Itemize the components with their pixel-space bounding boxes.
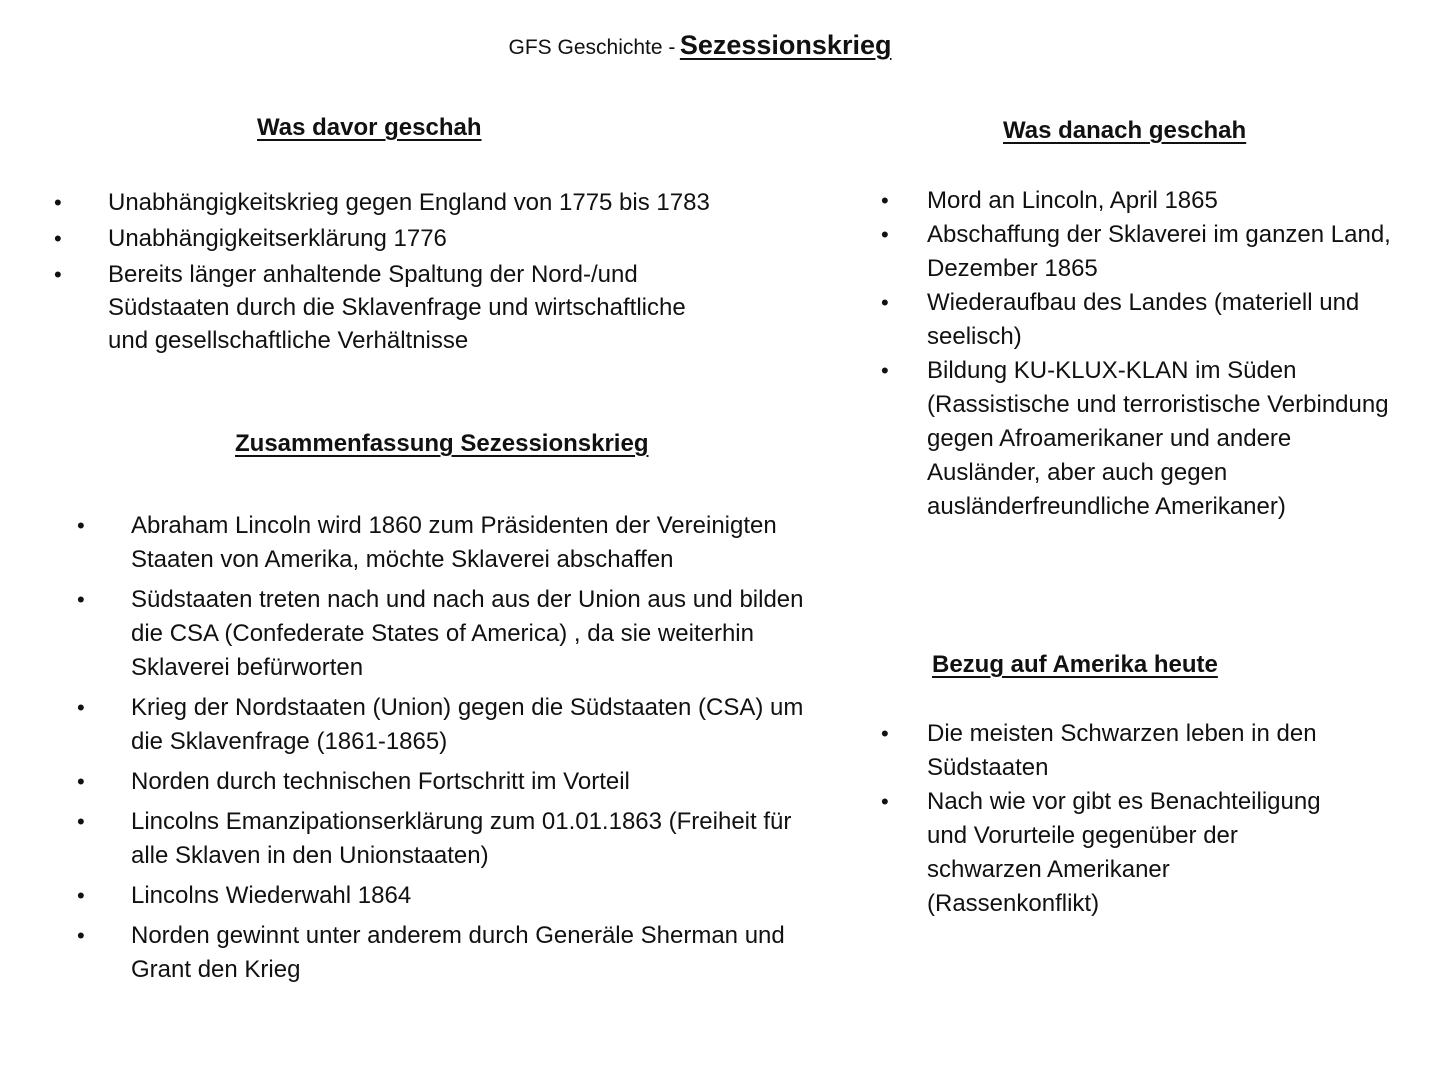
list-today bbox=[927, 717, 1327, 921]
list-item: • Lincolns Emanzipationserklärung zum 01.01.1863 (Freiheit für alle Sklaven in den Unionstaaten) bbox=[131, 805, 831, 873]
list-item: • Bereits länger anhaltende Spaltung der Nord-/und Südstaaten durch die Sklavenfrage und wirtschaftliche und gesellschaftliche Verhältnisse bbox=[108, 258, 728, 357]
list-summary bbox=[131, 509, 831, 993]
list-item: • Abraham Lincoln wird 1860 zum Präsidenten der Vereinigten Staaten von Amerika, möchte Sklaverei abschaffen bbox=[131, 509, 831, 577]
list-item: • Unabhängigkeitskrieg gegen England von 1775 bis 1783 bbox=[108, 186, 728, 219]
title-main: Sezessionskrieg bbox=[679, 30, 892, 60]
list-item: • Lincolns Wiederwahl 1864 bbox=[131, 879, 831, 913]
list-item: • Norden durch technischen Fortschritt im Vorteil bbox=[131, 765, 831, 799]
list-item: • Die meisten Schwarzen leben in den Südstaaten bbox=[927, 717, 1327, 785]
list-item: • Wiederaufbau des Landes (materiell und seelisch) bbox=[927, 286, 1407, 354]
heading-today: Bezug auf Amerika heute bbox=[932, 651, 1218, 678]
heading-summary: Zusammenfassung Sezessionskrieg bbox=[235, 430, 649, 457]
list-after bbox=[927, 184, 1407, 524]
title-prefix: GFS Geschichte - bbox=[508, 36, 676, 59]
list-item: • Norden gewinnt unter anderem durch Generäle Sherman und Grant den Krieg bbox=[131, 919, 831, 987]
list-item: • Mord an Lincoln, April 1865 bbox=[927, 184, 1407, 218]
list-before bbox=[108, 186, 728, 360]
list-item: • Nach wie vor gibt es Benachteiligung und Vorurteile gegenüber der schwarzen Amerikaner (Rassenkonflikt) bbox=[927, 785, 1327, 921]
list-item: • Krieg der Nordstaaten (Union) gegen die Südstaaten (CSA) um die Sklavenfrage (1861-1865) bbox=[131, 691, 831, 759]
list-item: • Unabhängigkeitserklärung 1776 bbox=[108, 222, 728, 255]
document-title bbox=[0, 30, 1400, 61]
list-item: • Bildung KU-KLUX-KLAN im Süden (Rassistische und terroristische Verbindung gegen Afroamerikaner und andere Ausländer, aber auch gegen ausländerfreundliche Amerikaner) bbox=[927, 354, 1407, 524]
list-item: • Abschaffung der Sklaverei im ganzen Land, Dezember 1865 bbox=[927, 218, 1407, 286]
heading-after: Was danach geschah bbox=[1003, 117, 1247, 144]
heading-before: Was davor geschah bbox=[257, 114, 482, 141]
list-item: • Südstaaten treten nach und nach aus der Union aus und bilden die CSA (Confederate States of America) , da sie weiterhin Sklaverei befürworten bbox=[131, 583, 831, 685]
